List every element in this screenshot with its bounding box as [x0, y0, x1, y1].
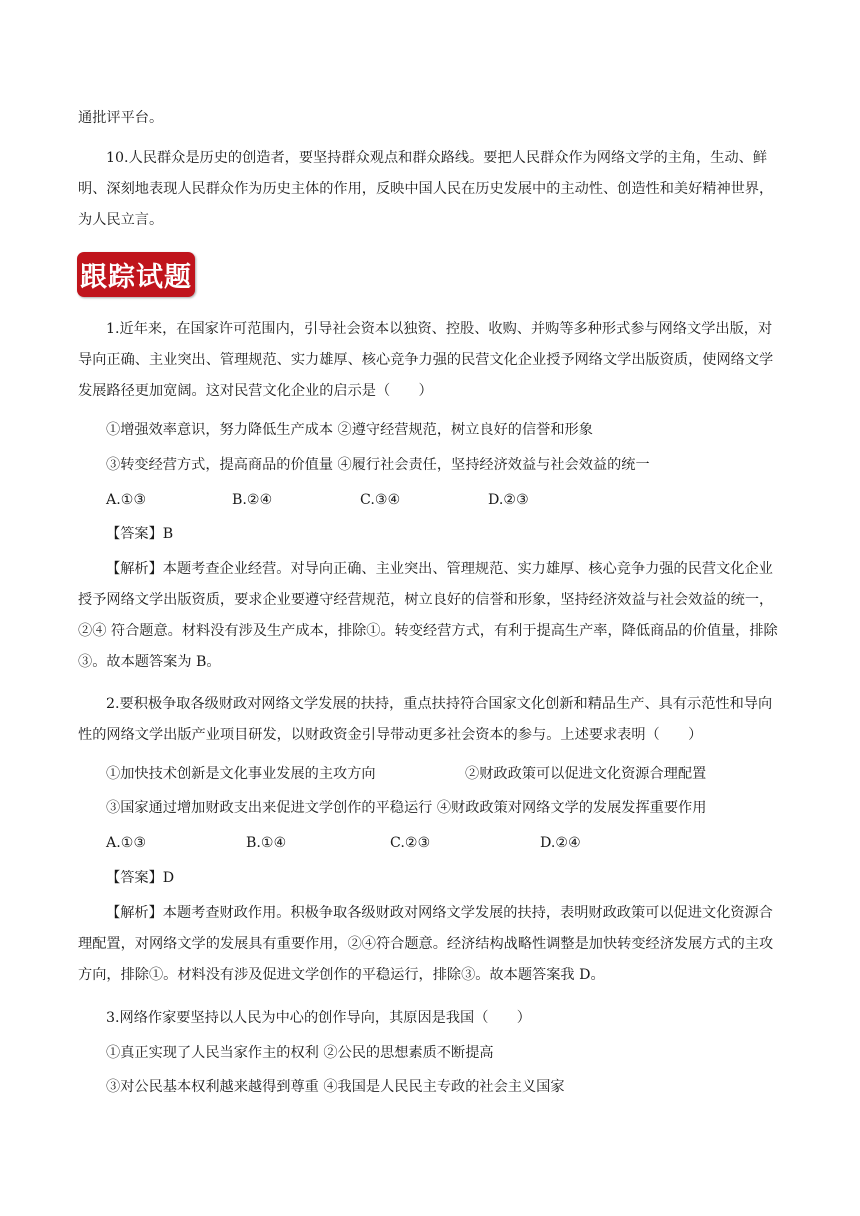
question-2-stem: 2.要积极争取各级财政对网络文学发展的扶持，重点扶持符合国家文化创新和精品生产、具有示范性和导向性的网络文学出版产业项目研发，以财政资金引导带动更多社会资本的参与。上述要求表明（ ）	[78, 696, 773, 743]
question-3-stem: 3.网络作家要坚持以人民为中心的创作导向，其原因是我国（ ）	[106, 1010, 531, 1026]
intro-continuation: 通批评平台。	[78, 110, 164, 126]
question-2-statement-1: ①加快技术创新是文化事业发展的主攻方向	[106, 766, 376, 782]
option-b: B.①④	[246, 835, 287, 851]
option-d: D.②③	[488, 492, 529, 508]
question-3-statements-a: ①真正实现了人民当家作主的权利 ②公民的思想素质不断提高	[106, 1045, 494, 1061]
question-1-stem: 1.近年来，在国家许可范围内，引导社会资本以独资、控股、收购、并购等多种形式参与网络文学出版，对导向正确、主业突出、管理规范、实力雄厚、核心竞争力强的民营文化企业授予网络文学出版资质，使网络文学发展路径更加宽阔。这对民营文化企业的启示是（ ）	[78, 321, 774, 399]
section-banner-title: 跟踪试题	[80, 262, 192, 293]
section-banner	[77, 252, 195, 297]
option-b: B.②④	[232, 492, 273, 508]
question-3-statements-b: ③对公民基本权利越来越得到尊重 ④我国是人民民主专政的社会主义国家	[106, 1079, 565, 1095]
option-a: A.①③	[106, 492, 147, 508]
option-d: D.②④	[540, 835, 581, 851]
question-1-answer: 【答案】B	[106, 526, 174, 542]
question-1-statements-a: ①增强效率意识，努力降低生产成本 ②遵守经营规范，树立良好的信誉和形象	[106, 422, 593, 438]
option-c: C.③④	[360, 492, 401, 508]
question-1-analysis: 【解析】本题考查企业经营。对导向正确、主业突出、管理规范、实力雄厚、核心竞争力强的民营文化企业授予网络文学出版资质，要求企业要遵守经营规范，树立良好的信誉和形象，坚持经济效益与社会效益的统一，②④ 符合题意。材料没有涉及生产成本，排除①。转变经营方式，有利于提高生产率，降低商品的价值量，排除③。故本题答案为 B。	[78, 561, 778, 670]
intro-item-10: 10.人民群众是历史的创造者，要坚持群众观点和群众路线。要把人民群众作为网络文学的主角，生动、鲜明、深刻地表现人民群众作为历史主体的作用，反映中国人民在历史发展中的主动性、创造性和美好精神世界，为人民立言。	[78, 150, 774, 228]
question-2-answer: 【答案】D	[106, 870, 175, 886]
option-c: C.②③	[390, 835, 431, 851]
question-2-analysis: 【解析】本题考查财政作用。积极争取各级财政对网络文学发展的扶持，表明财政政策可以促进文化资源合理配置，对网络文学的发展具有重要作用，②④符合题意。经济结构战略性调整是加快转变经济发展方式的主攻方向，排除①。材料没有涉及促进文学创作的平稳运行，排除③。故本题答案我 D。	[78, 905, 774, 983]
question-1-statements-b: ③转变经营方式，提高商品的价值量 ④履行社会责任，坚持经济效益与社会效益的统一	[106, 457, 650, 473]
question-2-statements-b: ③国家通过增加财政支出来促进文学创作的平稳运行 ④财政政策对网络文学的发展发挥重要作用	[106, 800, 707, 816]
option-a: A.①③	[106, 835, 147, 851]
question-2-statement-2: ②财政政策可以促进文化资源合理配置	[465, 766, 707, 782]
